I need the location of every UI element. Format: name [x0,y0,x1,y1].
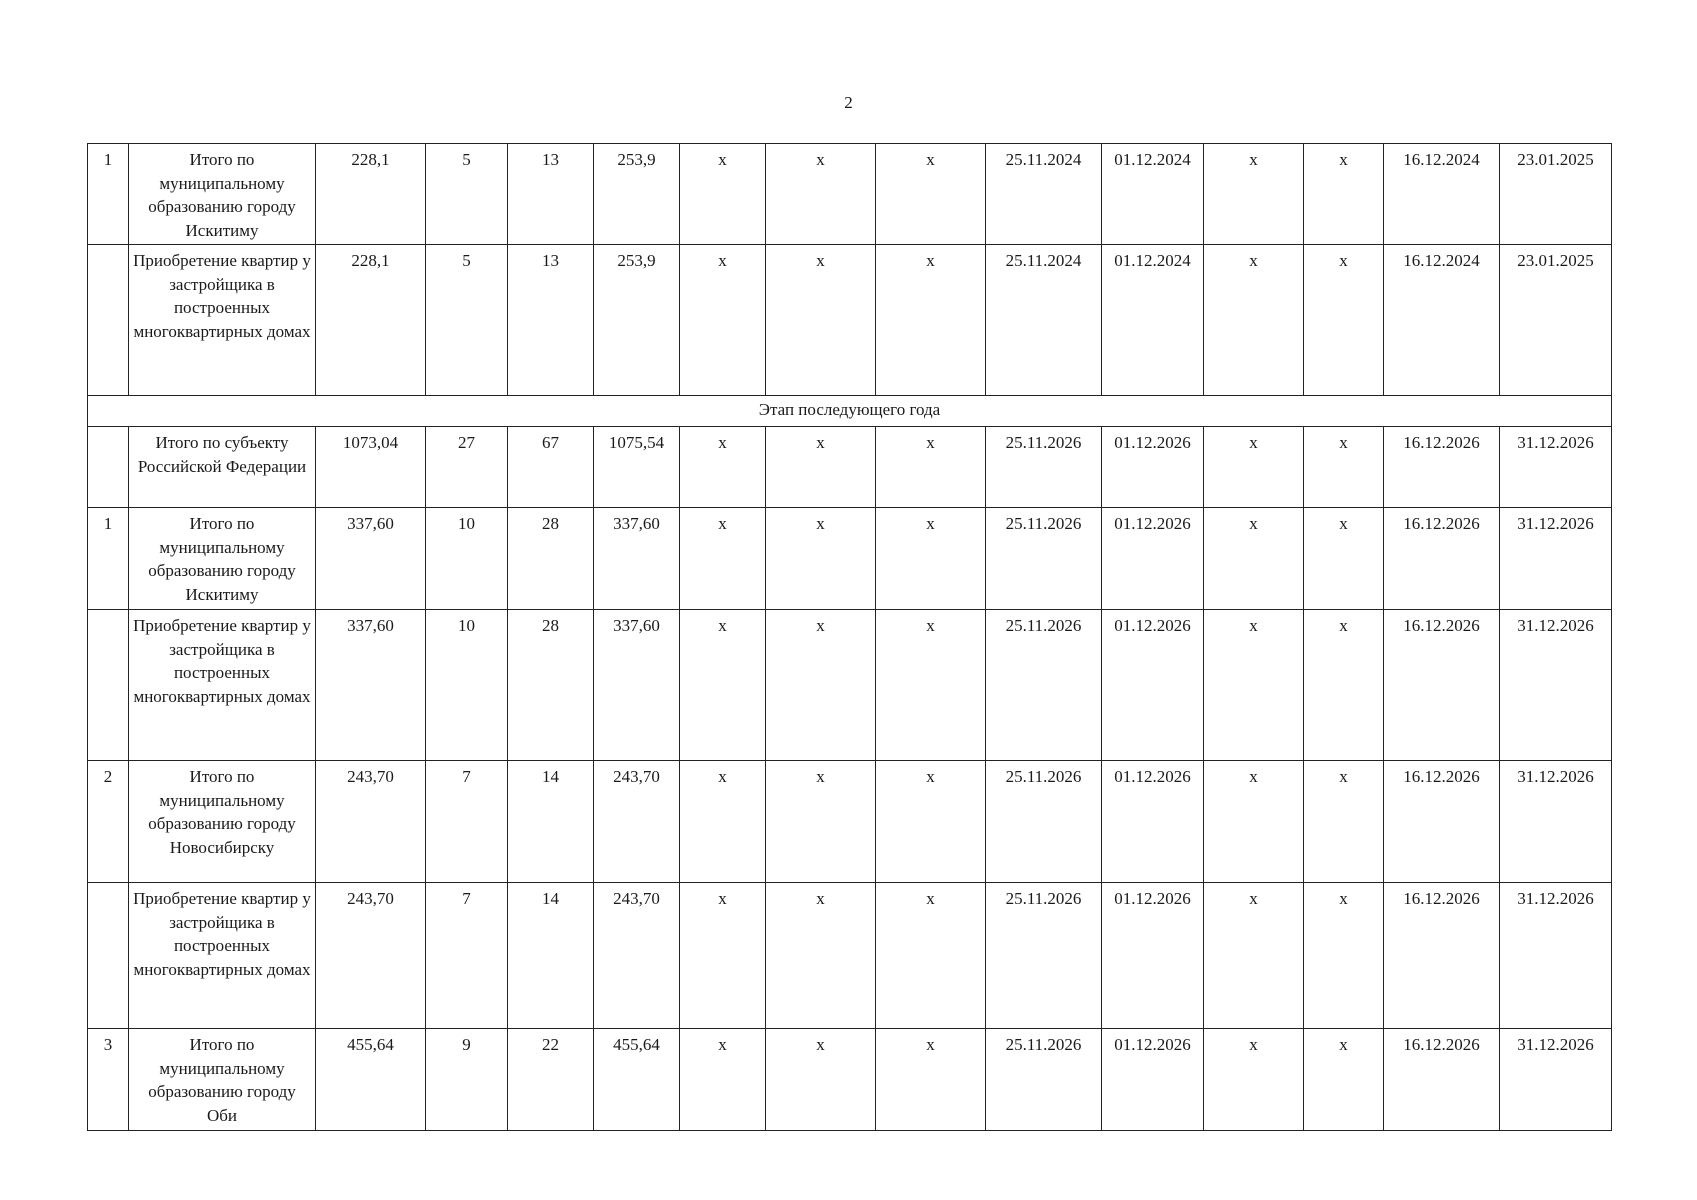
total-area-cell: 253,9 [594,245,680,396]
area-cell: 228,1 [316,144,426,245]
people-count-cell: 10 [426,610,508,761]
col-9-cell: х [876,761,986,883]
table-row [88,1029,1612,1131]
col-8-cell: х [766,1029,876,1131]
completion-date-cell: 23.01.2025 [1500,144,1612,245]
col-13-cell: х [1304,761,1384,883]
table-row [88,761,1612,883]
area-cell: 243,70 [316,761,426,883]
settlers-count-cell: 28 [508,610,594,761]
col-12-cell: х [1204,883,1304,1029]
name-cell: Итого по муниципальному образованию городу Искитиму [129,144,316,245]
table-row [88,883,1612,1029]
contract-date-cell: 01.12.2026 [1102,610,1204,761]
completion-date-cell: 31.12.2026 [1500,508,1612,610]
settle-date-cell: 16.12.2026 [1384,761,1500,883]
row-number-cell: 3 [88,1029,129,1131]
name-cell: Итого по субъекту Российской Федерации [129,427,316,508]
col-13-cell: х [1304,883,1384,1029]
col-8-cell: х [766,610,876,761]
col-7-cell: х [680,1029,766,1131]
name-cell: Итого по муниципальному образованию городу Оби [129,1029,316,1131]
page-number: 2 [844,93,853,112]
start-date-cell: 25.11.2026 [986,1029,1102,1131]
settle-date-cell: 16.12.2024 [1384,144,1500,245]
stage-title: Этап последующего года [88,396,1612,427]
table-row [88,610,1612,761]
settle-date-cell: 16.12.2026 [1384,427,1500,508]
row-number-cell: 1 [88,144,129,245]
completion-date-cell: 31.12.2026 [1500,610,1612,761]
name-cell: Приобретение квартир у застройщика в построенных многоквартирных домах [129,883,316,1029]
row-number-cell [88,427,129,508]
area-cell: 337,60 [316,610,426,761]
row-number-cell [88,883,129,1029]
name-cell: Приобретение квартир у застройщика в построенных многоквартирных домах [129,245,316,396]
start-date-cell: 25.11.2024 [986,245,1102,396]
resettlement-plan-table [87,143,1612,1131]
row-number-cell: 2 [88,761,129,883]
contract-date-cell: 01.12.2026 [1102,883,1204,1029]
people-count-cell: 10 [426,508,508,610]
col-9-cell: х [876,508,986,610]
settle-date-cell: 16.12.2026 [1384,610,1500,761]
start-date-cell: 25.11.2026 [986,761,1102,883]
start-date-cell: 25.11.2026 [986,610,1102,761]
col-13-cell: х [1304,245,1384,396]
row-number-cell: 1 [88,508,129,610]
completion-date-cell: 31.12.2026 [1500,883,1612,1029]
row-number-cell [88,610,129,761]
col-13-cell: х [1304,610,1384,761]
contract-date-cell: 01.12.2026 [1102,508,1204,610]
col-12-cell: х [1204,245,1304,396]
total-area-cell: 1075,54 [594,427,680,508]
total-area-cell: 337,60 [594,610,680,761]
settlers-count-cell: 13 [508,144,594,245]
table-row [88,144,1612,245]
col-13-cell: х [1304,508,1384,610]
start-date-cell: 25.11.2026 [986,508,1102,610]
contract-date-cell: 01.12.2026 [1102,1029,1204,1131]
people-count-cell: 7 [426,761,508,883]
people-count-cell: 5 [426,245,508,396]
col-12-cell: х [1204,144,1304,245]
col-9-cell: х [876,427,986,508]
col-7-cell: х [680,610,766,761]
col-13-cell: х [1304,1029,1384,1131]
area-cell: 337,60 [316,508,426,610]
col-9-cell: х [876,610,986,761]
people-count-cell: 9 [426,1029,508,1131]
settlers-count-cell: 14 [508,761,594,883]
completion-date-cell: 31.12.2026 [1500,427,1612,508]
col-7-cell: х [680,883,766,1029]
total-area-cell: 253,9 [594,144,680,245]
col-13-cell: х [1304,427,1384,508]
contract-date-cell: 01.12.2026 [1102,761,1204,883]
total-area-cell: 337,60 [594,508,680,610]
table-row [88,245,1612,396]
col-12-cell: х [1204,610,1304,761]
name-cell: Итого по муниципальному образованию городу Искитиму [129,508,316,610]
col-7-cell: х [680,245,766,396]
col-8-cell: х [766,144,876,245]
col-9-cell: х [876,144,986,245]
area-cell: 243,70 [316,883,426,1029]
settle-date-cell: 16.12.2024 [1384,245,1500,396]
col-12-cell: х [1204,761,1304,883]
stage-row [88,396,1612,427]
start-date-cell: 25.11.2026 [986,427,1102,508]
col-8-cell: х [766,508,876,610]
col-8-cell: х [766,883,876,1029]
people-count-cell: 27 [426,427,508,508]
contract-date-cell: 01.12.2024 [1102,245,1204,396]
table-row [88,508,1612,610]
col-12-cell: х [1204,1029,1304,1131]
col-8-cell: х [766,761,876,883]
row-number-cell [88,245,129,396]
total-area-cell: 243,70 [594,761,680,883]
settlers-count-cell: 13 [508,245,594,396]
settle-date-cell: 16.12.2026 [1384,1029,1500,1131]
area-cell: 1073,04 [316,427,426,508]
settlers-count-cell: 28 [508,508,594,610]
col-9-cell: х [876,245,986,396]
table-row [88,427,1612,508]
contract-date-cell: 01.12.2024 [1102,144,1204,245]
people-count-cell: 7 [426,883,508,1029]
col-8-cell: х [766,245,876,396]
settle-date-cell: 16.12.2026 [1384,508,1500,610]
total-area-cell: 243,70 [594,883,680,1029]
col-7-cell: х [680,508,766,610]
name-cell: Приобретение квартир у застройщика в построенных многоквартирных домах [129,610,316,761]
completion-date-cell: 31.12.2026 [1500,761,1612,883]
settlers-count-cell: 14 [508,883,594,1029]
col-12-cell: х [1204,508,1304,610]
total-area-cell: 455,64 [594,1029,680,1131]
people-count-cell: 5 [426,144,508,245]
completion-date-cell: 23.01.2025 [1500,245,1612,396]
settlers-count-cell: 22 [508,1029,594,1131]
contract-date-cell: 01.12.2026 [1102,427,1204,508]
col-8-cell: х [766,427,876,508]
start-date-cell: 25.11.2024 [986,144,1102,245]
col-9-cell: х [876,883,986,1029]
completion-date-cell: 31.12.2026 [1500,1029,1612,1131]
col-13-cell: х [1304,144,1384,245]
col-9-cell: х [876,1029,986,1131]
settle-date-cell: 16.12.2026 [1384,883,1500,1029]
col-7-cell: х [680,761,766,883]
col-7-cell: х [680,144,766,245]
area-cell: 455,64 [316,1029,426,1131]
table-body [88,144,1612,1131]
col-12-cell: х [1204,427,1304,508]
start-date-cell: 25.11.2026 [986,883,1102,1029]
name-cell: Итого по муниципальному образованию городу Новосибирску [129,761,316,883]
area-cell: 228,1 [316,245,426,396]
settlers-count-cell: 67 [508,427,594,508]
col-7-cell: х [680,427,766,508]
